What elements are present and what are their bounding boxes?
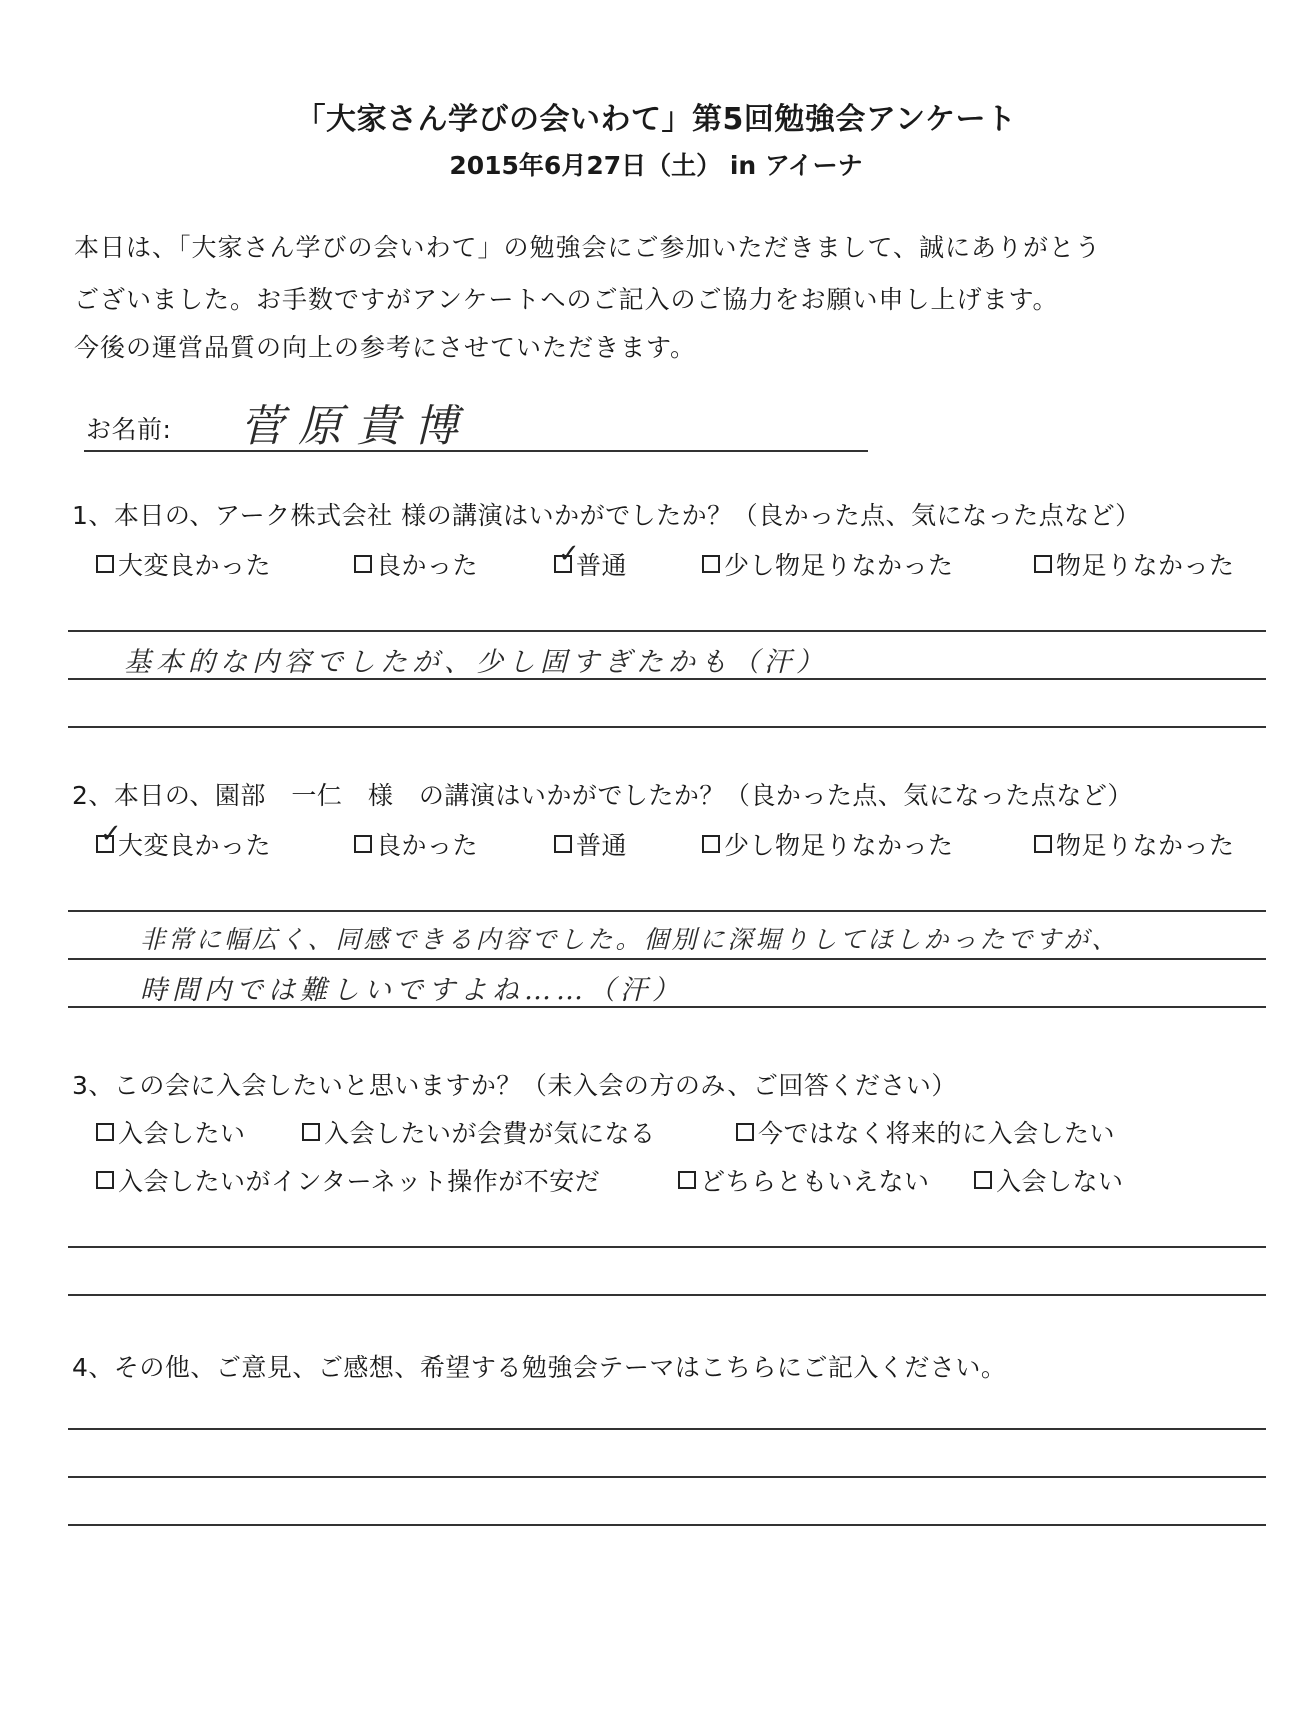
q1-option-3-checkbox[interactable] (554, 539, 581, 573)
q3-option-5[interactable] (678, 1162, 930, 1198)
intro-line-3: 今後の運営品質の向上の参考にさせていただきます。 (74, 333, 697, 362)
q3-option-2-checkbox[interactable] (302, 1123, 320, 1141)
q4-answer-line-1 (68, 1428, 1266, 1430)
q1-option-5-checkbox[interactable] (1034, 555, 1052, 573)
q2-option-5-checkbox[interactable] (1034, 835, 1052, 853)
q1-option-4-label: 少し物足りなかった (724, 551, 954, 580)
q2-option-2[interactable] (354, 826, 478, 862)
q2-question: 2、本日の、園部 一仁 様 の講演はいかがでしたか？（良かった点、気になった点など） (72, 781, 1133, 810)
q3-option-4-checkbox[interactable] (96, 1171, 114, 1189)
q1-option-1-label: 大変良かった (118, 551, 272, 580)
q1-option-5[interactable] (1034, 546, 1235, 582)
q2-handwritten-answer-line-2[interactable]: 時間内では難しいですよね……（汗） (140, 975, 684, 1006)
q1-option-2-label: 良かった (376, 551, 479, 580)
q3-option-6-checkbox[interactable] (974, 1171, 992, 1189)
q3-option-5-label: どちらともいえない (700, 1167, 930, 1196)
q1-answer-line-1 (68, 630, 1266, 632)
q1-option-3-check-icon: ✓ (558, 539, 581, 569)
name-underline (84, 450, 868, 452)
q2-answer-line-3 (68, 1006, 1266, 1008)
q2-answer-line-2 (68, 958, 1266, 960)
q1-answer-line-2 (68, 678, 1266, 680)
q3-option-6[interactable] (974, 1162, 1124, 1198)
q2-option-5[interactable] (1034, 826, 1235, 862)
q4-answer-line-2 (68, 1476, 1266, 1478)
intro-line-1: 本日は、「大家さん学びの会いわて」の勉強会にご参加いただきまして、誠にありがとう (74, 233, 1102, 262)
q3-option-3-label: 今ではなく将来的に入会したい (758, 1119, 1116, 1148)
q3-answer-line-2 (68, 1294, 1266, 1296)
q3-option-5-checkbox[interactable] (678, 1171, 696, 1189)
survey-date: 2015年6月27日（土） in アイーナ (449, 151, 863, 180)
q3-option-1-label: 入会したい (118, 1119, 246, 1148)
q2-option-3-label: 普通 (576, 831, 628, 860)
q3-question: 3、この会に入会したいと思いますか？（未入会の方のみ、ご回答ください） (72, 1071, 957, 1100)
q1-option-5-label: 物足りなかった (1056, 551, 1235, 580)
q2-option-4[interactable] (702, 826, 954, 862)
q2-option-3[interactable] (554, 826, 627, 862)
q2-option-4-label: 少し物足りなかった (724, 831, 954, 860)
q1-option-4[interactable] (702, 546, 954, 582)
intro-line-2: ございました。お手数ですがアンケートへのご記入のご協力をお願い申し上げます。 (74, 285, 1059, 314)
name-label: お名前: (86, 415, 172, 444)
q3-option-6-label: 入会しない (996, 1167, 1124, 1196)
q2-handwritten-answer-line-1[interactable]: 非常に幅広く、同感できる内容でした。個別に深堀りしてほしかったですが、 (140, 925, 1120, 954)
name-handwritten-value[interactable]: 菅原貴博 (240, 401, 472, 452)
q2-option-3-checkbox[interactable] (554, 835, 572, 853)
survey-title: 「大家さん学びの会いわて」第5回勉強会アンケート (295, 102, 1017, 137)
q3-option-1[interactable] (96, 1114, 246, 1150)
q3-option-2[interactable] (302, 1114, 656, 1150)
q3-option-4[interactable] (96, 1162, 600, 1198)
q2-option-4-checkbox[interactable] (702, 835, 720, 853)
q1-question: 1、本日の、アーク株式会社 様の講演はいかがでしたか？（良かった点、気になった点など） (72, 501, 1141, 530)
q1-option-3[interactable] (554, 539, 628, 582)
q4-question: 4、その他、ご意見、ご感想、希望する勉強会テーマはこちらにご記入ください。 (72, 1353, 1007, 1382)
q3-option-3-checkbox[interactable] (736, 1123, 754, 1141)
q2-option-1-check-icon: ✓ (100, 819, 123, 849)
q3-option-2-label: 入会したいが会費が気になる (324, 1119, 656, 1148)
q1-option-2[interactable] (354, 546, 478, 582)
q1-answer-line-3 (68, 726, 1266, 728)
q1-option-3-label: 普通 (576, 551, 628, 580)
q3-option-1-checkbox[interactable] (96, 1123, 114, 1141)
q2-option-1-checkbox[interactable] (96, 819, 123, 853)
q3-option-3[interactable] (736, 1114, 1115, 1150)
q2-option-1-label: 大変良かった (118, 831, 272, 860)
q3-answer-line-1 (68, 1246, 1266, 1248)
q2-option-1[interactable] (96, 819, 272, 862)
q1-option-2-checkbox[interactable] (354, 555, 372, 573)
q1-option-4-checkbox[interactable] (702, 555, 720, 573)
q1-option-1-checkbox[interactable] (96, 555, 114, 573)
q1-option-1[interactable] (96, 546, 271, 582)
q1-handwritten-answer[interactable]: 基本的な内容でしたが、少し固すぎたかも（汗） (124, 647, 828, 678)
q2-option-5-label: 物足りなかった (1056, 831, 1235, 860)
q2-option-2-checkbox[interactable] (354, 835, 372, 853)
q4-answer-line-3 (68, 1524, 1266, 1526)
q3-option-4-label: 入会したいがインターネット操作が不安だ (118, 1167, 601, 1196)
q2-option-2-label: 良かった (376, 831, 479, 860)
q2-answer-line-1 (68, 910, 1266, 912)
